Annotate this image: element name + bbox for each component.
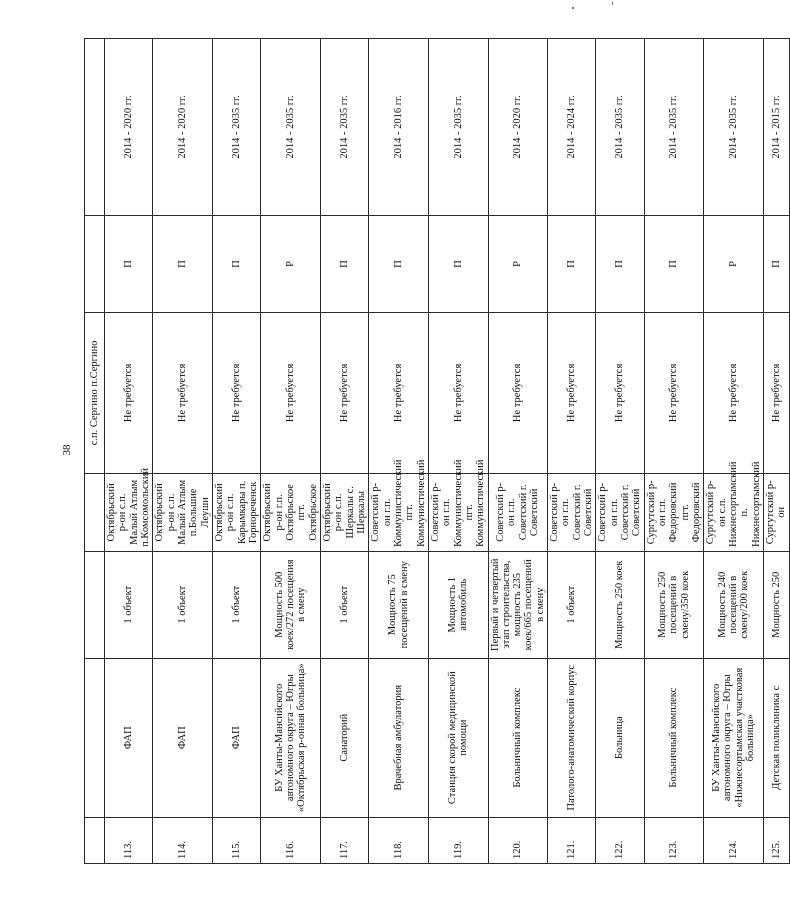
land-requirement-cell: Не требуется: [644, 312, 704, 473]
table-row: [428, 39, 488, 864]
facility-name-cell: БУ Ханты-Мансийского автономного округа – Югры «Октябрьская р-онная больница»: [261, 658, 321, 817]
location-cell: Октябрьский р-он г.п. Октябрьское пгт. Октябрьское: [261, 473, 321, 551]
row-number-cell: 117.: [320, 817, 368, 863]
capacity-cell: 1 объект: [212, 551, 260, 658]
capacity-cell: 1 объект: [105, 551, 153, 658]
facility-name-cell: БУ Ханты-Мансийского автономного округа – Югры «Нижнесортымская участковая больница»: [704, 658, 764, 817]
capacity-cell: Мощность 500 коек/272 посещения в смену: [261, 551, 321, 658]
period-cell: 2014 - 2020 гг.: [488, 39, 548, 216]
location-cell: Октябрьский р-он с.п. Малый Атлым п.Большие Леуши: [153, 473, 213, 551]
period-cell: 2014 - 2015 гг.: [764, 39, 790, 216]
capacity-cell: 1 объект: [153, 551, 213, 658]
row-number-cell: 120.: [488, 817, 548, 863]
facility-name-cell: ФАП: [153, 658, 213, 817]
facility-name-cell: ФАП: [212, 658, 260, 817]
period-cell: 2014 - 2035 гг.: [644, 39, 704, 216]
status-code-cell: П: [428, 215, 488, 312]
facility-name-cell: Больничный комплекс: [644, 658, 704, 817]
status-code-cell: П: [596, 215, 644, 312]
row-number-cell: 121.: [548, 817, 596, 863]
location-cell: Советский р-он г.п. Советский г. Советский: [596, 473, 644, 551]
land-requirement-cell: Не требуется: [548, 312, 596, 473]
status-code-cell: П: [644, 215, 704, 312]
facility-name-cell: Врачебная амбулатория: [369, 658, 429, 817]
row-number-cell: 123.: [644, 817, 704, 863]
status-code-cell: Р: [704, 215, 764, 312]
capacity-cell: Мощность 1 автомобиль: [428, 551, 488, 658]
row-number-cell: 114.: [153, 817, 213, 863]
location-cell: Октябрьский р-он с.п. Малый Атлым п.Комсомольский: [105, 473, 153, 551]
facility-name-cell: Патолого-анатомический корпус: [548, 658, 596, 817]
table-row: [644, 39, 704, 864]
period-cell: 2014 - 2035 гг.: [320, 39, 368, 216]
period-cell: 2014 - 2016 гг.: [369, 39, 429, 216]
status-code-cell: Р: [261, 215, 321, 312]
location-cell: Сургутский р-он г.п. Федоровский пгт. Федоровский: [644, 473, 704, 551]
land-requirement-cell: Не требуется: [764, 312, 790, 473]
status-code-cell: П: [764, 215, 790, 312]
table-row: [261, 39, 321, 864]
rotated-table-wrapper: [84, 38, 788, 864]
table-row: [596, 39, 644, 864]
facility-name-cell: Больничный комплекс: [488, 658, 548, 817]
location-cell: Октябрьский р-он с.п. Карымкары п. Горнореченск: [212, 473, 260, 551]
capacity-cell: Мощность 250 посещений в смену/350 коек: [644, 551, 704, 658]
period-cell: 2014 - 2035 гг.: [428, 39, 488, 216]
land-requirement-cell: Не требуется: [596, 312, 644, 473]
row-number-cell: 113.: [105, 817, 153, 863]
capacity-cell: Мощность 75 посещений в смену: [369, 551, 429, 658]
facility-name-cell: ФАП: [105, 658, 153, 817]
capacity-cell: Мощность 240 посещений в смену/200 коек: [704, 551, 764, 658]
location-cell: Советский р-он г.п. Коммунистический пгт. Коммунистический: [369, 473, 429, 551]
scan-speck: [612, 2, 613, 5]
status-code-cell: П: [212, 215, 260, 312]
facility-name-cell: Санаторий: [320, 658, 368, 817]
status-code-cell: П: [320, 215, 368, 312]
status-code-cell: П: [153, 215, 213, 312]
table-row: [704, 39, 764, 864]
table-row: [212, 39, 260, 864]
period-cell: 2014 - 2024 гг.: [548, 39, 596, 216]
land-requirement-cell: Не требуется: [212, 312, 260, 473]
table-row: [488, 39, 548, 864]
location-cell: Сургутский р-он с.п. Нижнесортымский п. Нижнесортымский: [704, 473, 764, 551]
status-code-cell: П: [105, 215, 153, 312]
row-number-cell: 124.: [704, 817, 764, 863]
table-row: [105, 39, 153, 864]
location-cell: Сургутский р-он: [764, 473, 790, 551]
scan-speck: [572, 7, 574, 9]
land-requirement-cell: Не требуется: [261, 312, 321, 473]
capacity-cell: Мощность 250 коек: [596, 551, 644, 658]
row-number-cell: 119.: [428, 817, 488, 863]
period-cell: 2014 - 2035 гг.: [261, 39, 321, 216]
row-number-cell: 125.: [764, 817, 790, 863]
facility-name-cell: Станция скорой медицинской помощи: [428, 658, 488, 817]
table-row: [320, 39, 368, 864]
table-row: [548, 39, 596, 864]
period-cell: 2014 - 2035 гг.: [596, 39, 644, 216]
row-number-cell: 115.: [212, 817, 260, 863]
page-number: 38: [61, 444, 73, 456]
land-requirement-cell: Не требуется: [488, 312, 548, 473]
land-requirement-cell: Не требуется: [428, 312, 488, 473]
land-requirement-cell: Не требуется: [153, 312, 213, 473]
status-code-cell: Р: [488, 215, 548, 312]
location-cell: Октябрьский р-он с.п. Шеркалы с. Шеркалы: [320, 473, 368, 551]
row-number-cell: 118.: [369, 817, 429, 863]
facility-name-cell: Больница: [596, 658, 644, 817]
location-cell: с.п. Сергино п.Сергино: [85, 312, 105, 473]
location-cell: Советский р-он г.п. Советский г. Советский: [488, 473, 548, 551]
capacity-cell: 1 объект: [320, 551, 368, 658]
capacity-cell: 1 объект: [548, 551, 596, 658]
capacity-cell: Первый и четвертый этап строительства, мощность 235 коек/665 посещений в смену: [488, 551, 548, 658]
period-cell: 2014 - 2035 гг.: [212, 39, 260, 216]
table-row: [153, 39, 213, 864]
location-cell: Советский р-он г.п. Коммунистический пгт. Коммунистический: [428, 473, 488, 551]
period-cell: 2014 - 2020 гг.: [105, 39, 153, 216]
status-code-cell: П: [369, 215, 429, 312]
status-code-cell: П: [548, 215, 596, 312]
healthcare-facilities-table: [84, 38, 790, 864]
table-row-partial: [764, 39, 790, 864]
land-requirement-cell: Не требуется: [369, 312, 429, 473]
location-cell: Советский р-он г.п. Советский г. Советский: [548, 473, 596, 551]
continuation-row: [85, 39, 105, 864]
period-cell: 2014 - 2035 гг.: [704, 39, 764, 216]
land-requirement-cell: Не требуется: [320, 312, 368, 473]
land-requirement-cell: Не требуется: [704, 312, 764, 473]
land-requirement-cell: Не требуется: [105, 312, 153, 473]
facility-name-cell: Детская поликлиника с: [764, 658, 790, 817]
capacity-cell: Мощность 250: [764, 551, 790, 658]
period-cell: 2014 - 2020 гг.: [153, 39, 213, 216]
row-number-cell: 116.: [261, 817, 321, 863]
table-row: [369, 39, 429, 864]
row-number-cell: 122.: [596, 817, 644, 863]
